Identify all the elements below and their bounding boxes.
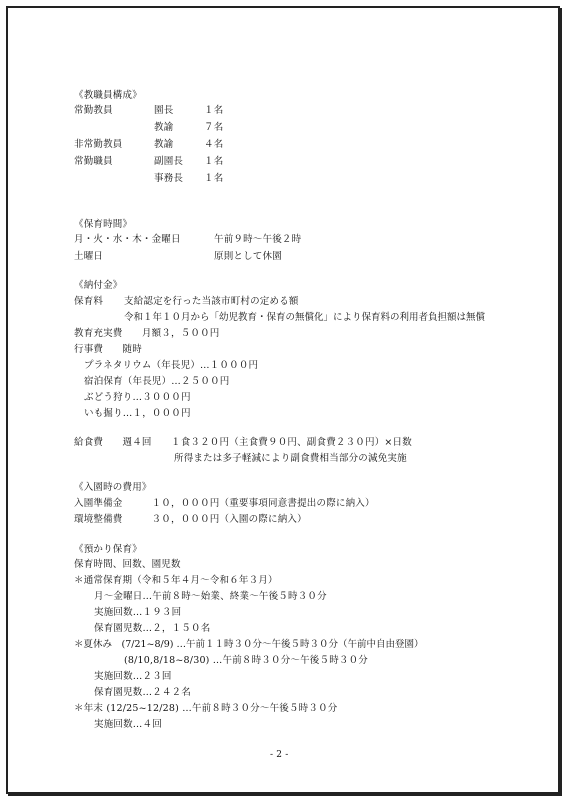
fees-heading: 《納付金》 xyxy=(74,280,123,291)
staff-heading: 《教職員構成》 xyxy=(74,90,142,101)
extended-line: ＊年末 (12/25~12/28) …午前８時３０分～午後５時３０分 xyxy=(74,703,338,714)
page-number: - 2 - xyxy=(270,750,289,760)
extended-line: ＊通常保育期（令和５年４月～令和６年３月） xyxy=(74,575,278,586)
extended-line: 月～金曜日…午前８時～始業、終業～午後５時３０分 xyxy=(94,591,327,602)
hours-days: 土曜日 xyxy=(74,251,104,262)
extended-line: 実施回数…１９３回 xyxy=(94,607,182,618)
hours-days: 月・火・水・木・金曜日 xyxy=(74,234,181,245)
tuition-text: 支給認定を行った当該市町村の定める額 xyxy=(124,296,299,307)
extended-line: (8/10,8/18~8/30) …午前８時３０分～午後５時３０分 xyxy=(124,655,369,666)
staff-count: １名 xyxy=(204,173,224,184)
hours-heading: 《保育時間》 xyxy=(74,219,133,230)
extended-line: 保育園児数…２４２名 xyxy=(94,687,192,698)
event-item: いも掘り…１，０００円 xyxy=(84,408,191,419)
extended-line: 実施回数…２３回 xyxy=(94,671,172,682)
staff-role: 園長 xyxy=(154,105,174,116)
event-item: ぶどう狩り…３０００円 xyxy=(84,392,191,403)
staff-role: 事務長 xyxy=(154,173,184,184)
admission-heading: 《入園時の費用》 xyxy=(74,482,152,493)
extended-subtitle: 保育時間、回数、園児数 xyxy=(74,559,181,570)
staff-count: ４名 xyxy=(204,139,224,150)
hours-time: 原則として休園 xyxy=(214,251,282,262)
extended-line: 実施回数…４回 xyxy=(94,719,162,730)
tuition-note: 令和１年１０月から「幼児教育・保育の無償化」により保育料の利用者負担額は無償 xyxy=(124,312,486,323)
staff-count: １名 xyxy=(204,156,224,167)
staff-count: ７名 xyxy=(204,122,224,133)
lunch-note: 所得または多子軽減により副食費相当部分の減免実施 xyxy=(174,453,407,464)
staff-role: 教諭 xyxy=(154,122,174,133)
enrichment-fee: 教育充実費 月額３，５００円 xyxy=(74,328,220,339)
staff-role: 教諭 xyxy=(154,139,174,150)
extended-line: 保育園児数…２，１５０名 xyxy=(94,623,211,634)
admission-fee: 環境整備費 ３０，０００円（入園の際に納入） xyxy=(74,514,307,525)
staff-category: 非常勤教員 xyxy=(74,139,123,150)
tuition-label: 保育料 xyxy=(74,296,104,307)
hours-time: 午前９時～午後２時 xyxy=(214,234,302,245)
event-item: 宿泊保育（年長児）…２５００円 xyxy=(84,376,230,387)
lunch-fee: 給食費 週４回 １食３２０円（主食費９０円、副食費２３０円）×日数 xyxy=(74,437,412,448)
event-item: プラネタリウム（年長児）…１０００円 xyxy=(84,360,259,371)
staff-category: 常勤職員 xyxy=(74,156,113,167)
document-page xyxy=(6,6,560,794)
admission-fee: 入園準備金 １０，０００円（重要事項同意書提出の際に納入） xyxy=(74,498,375,509)
staff-category: 常勤教員 xyxy=(74,105,113,116)
extended-line: ＊夏休み (7/21~8/9) …午前１１時３０分～午後５時３０分（午前中自由登園） xyxy=(74,639,424,650)
extended-heading: 《預かり保育》 xyxy=(74,544,142,555)
staff-count: １名 xyxy=(204,105,224,116)
events-label: 行事費 随時 xyxy=(74,344,142,355)
staff-role: 副園長 xyxy=(154,156,184,167)
